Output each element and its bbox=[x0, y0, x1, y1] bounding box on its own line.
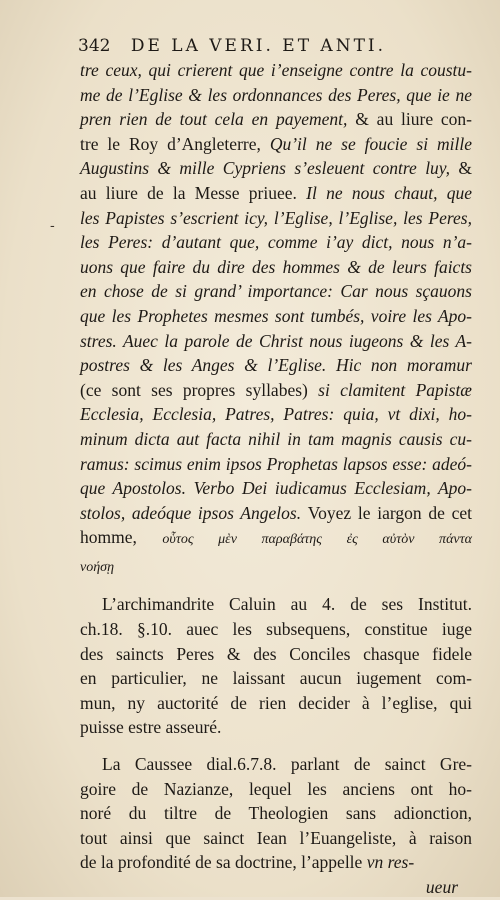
roman-text: tre le Roy d’Angleterre, bbox=[80, 133, 270, 154]
text-line bbox=[80, 230, 472, 255]
text-line bbox=[80, 353, 472, 378]
text-line bbox=[80, 58, 472, 83]
roman-text: L’archimandrite Caluin au 4. de ses Institut. bbox=[102, 594, 472, 615]
text-line bbox=[80, 801, 472, 826]
text-line bbox=[80, 83, 472, 108]
text-line bbox=[80, 592, 472, 617]
text-line bbox=[80, 715, 472, 740]
text-line bbox=[80, 553, 472, 581]
italic-text: Il ne nous chaut, que bbox=[306, 182, 472, 203]
running-header bbox=[78, 36, 478, 56]
paragraph-2 bbox=[80, 592, 472, 740]
text-line bbox=[80, 850, 472, 875]
roman-text: de la profondité de sa doctrine, l’appelle bbox=[80, 852, 367, 873]
text-line bbox=[80, 378, 472, 403]
roman-text: goire de Nazianze, lequel les anciens ont ho- bbox=[80, 778, 472, 799]
italic-text: vn res- bbox=[366, 852, 415, 873]
text-line bbox=[80, 777, 472, 802]
text-line bbox=[80, 476, 472, 501]
roman-text: au liure de la Messe priuee. bbox=[80, 182, 307, 203]
text-line bbox=[80, 107, 472, 132]
italic-text: tre ceux, qui crierent que i’enseigne contre la coustu- bbox=[80, 60, 472, 80]
italic-text: Ecclesia, Ecclesia, Patres, Patres: quia, vt dixi, ho- bbox=[80, 404, 472, 425]
paragraph-1 bbox=[80, 58, 472, 580]
text-line bbox=[80, 691, 472, 716]
text-line bbox=[80, 826, 472, 851]
roman-text: La Caussee dial.6.7.8. parlant de sainct Gre- bbox=[102, 754, 472, 775]
italic-text: stolos, adeóque ipsos Angelos. bbox=[80, 502, 308, 523]
italic-text: si clamitent Papistæ bbox=[318, 379, 472, 400]
roman-text: tout ainsi que sainct Iean l’Euangeliste, à raison bbox=[80, 827, 472, 848]
roman-text: & bbox=[458, 158, 472, 179]
italic-text: Augustins & mille Cypriens s’esleuent contre luy, bbox=[80, 158, 459, 179]
roman-text: mun, ny auctorité de rien decider à l’eglise, qui bbox=[80, 692, 472, 713]
text-line bbox=[80, 304, 472, 329]
text-line bbox=[80, 156, 472, 181]
roman-text: & au liure con- bbox=[355, 109, 473, 130]
italic-text: postres & les Anges & l’Eglise. Hic non moramur bbox=[80, 355, 472, 376]
italic-text: Qu’il ne se foucie si mille bbox=[269, 133, 472, 154]
roman-text: en particulier, ne laissant aucun iugement com- bbox=[80, 668, 472, 689]
greek-text: οὗτος μὲν παραβάτης ἐς αὐτὸν πάντα bbox=[162, 532, 472, 548]
catchword bbox=[80, 875, 472, 900]
text-line bbox=[80, 279, 472, 304]
page-number: 342 bbox=[78, 36, 111, 56]
catchword-text: ueur bbox=[425, 877, 458, 897]
greek-text: νοήσῃ bbox=[80, 559, 115, 575]
italic-text: que Apostolos. Verbo Dei iudicamus Ecclesiam, Apo- bbox=[80, 478, 472, 499]
italic-text: les Papistes s’escrient icy, l’Eglise, l’Eglise, les Peres, bbox=[80, 207, 472, 228]
roman-text: homme, bbox=[80, 527, 163, 548]
italic-text: ramus: scimus enim ipsos Prophetas lapsos esse: adeó- bbox=[80, 453, 472, 474]
paragraph-3 bbox=[80, 752, 472, 875]
italic-text: pren rien de tout cela en payement, bbox=[80, 109, 356, 130]
italic-text: les Peres: d’autant que, comme i’ay dict, nous n’a- bbox=[80, 232, 472, 253]
roman-text: (ce sont ses propres syllabes) bbox=[80, 379, 319, 400]
text-line bbox=[80, 525, 472, 553]
margin-mark: - bbox=[50, 218, 55, 234]
text-line bbox=[80, 181, 472, 206]
text-line bbox=[80, 642, 472, 667]
text-line bbox=[80, 501, 472, 526]
running-title: DE LA VERI. ET ANTI. bbox=[130, 36, 387, 56]
text-line bbox=[80, 617, 472, 642]
text-line bbox=[80, 206, 472, 231]
text-line bbox=[80, 402, 472, 427]
italic-text: minum dicta aut facta nihil in tam magnis causis cu- bbox=[80, 428, 472, 449]
italic-text: stres. Auec la parole de Christ nous iugeons & les A- bbox=[80, 330, 472, 351]
roman-text: Voyez le iargon de cet bbox=[307, 502, 472, 523]
text-line bbox=[80, 666, 472, 691]
text-line bbox=[80, 255, 472, 280]
text-line bbox=[80, 132, 472, 157]
roman-text: ch.18. §.10. auec les subsequens, constitue iuge bbox=[80, 619, 472, 640]
italic-text: me de l’Eglise & les ordonnances des Peres, que ie ne bbox=[80, 84, 472, 105]
text-line bbox=[80, 329, 472, 354]
italic-text: que les Prophetes mesmes sont tumbés, voire les Apo- bbox=[80, 305, 472, 326]
body-text bbox=[80, 58, 472, 900]
roman-text: des saincts Peres & des Conciles chasque fidele bbox=[80, 643, 472, 664]
text-line bbox=[80, 452, 472, 477]
text-line bbox=[80, 752, 472, 777]
italic-text: uons que faire du dire des hommes & de leurs faicts bbox=[80, 256, 472, 277]
roman-text: puisse estre asseuré. bbox=[80, 717, 222, 738]
roman-text: noré du tiltre de Theologien sans adionction, bbox=[80, 803, 472, 824]
text-line bbox=[80, 427, 472, 452]
italic-text: en chose de si grand’ importance: Car nous sçauons bbox=[80, 281, 472, 302]
